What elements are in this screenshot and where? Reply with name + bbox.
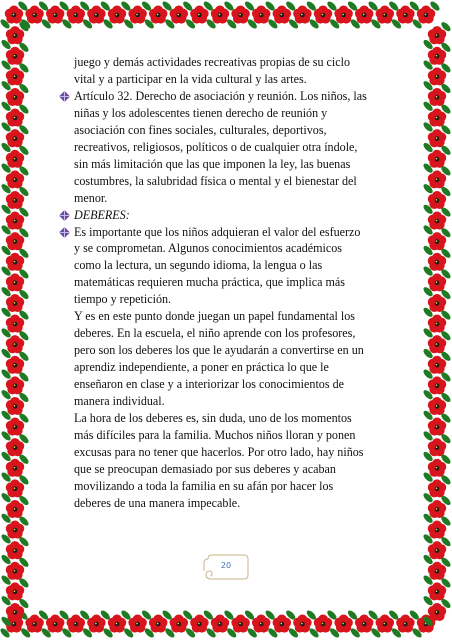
line-text: como la lectura, un segundo idioma, la lengua o las (74, 258, 323, 273)
line-text: DEBERES: (74, 207, 130, 222)
text-line (74, 325, 392, 342)
line-text: y se comprometan. Algunos conocimientos académicos (74, 241, 343, 256)
line-text: movilizando a toda la familia en su afán por hacer los (74, 478, 334, 493)
text-line (74, 190, 392, 207)
purple-diamond-bullet-icon (58, 90, 71, 103)
line-text: pero son los deberes los que le ayudarán a convertirse en un (74, 343, 364, 358)
line-text: Es importante que los niños adquieran el valor del esfuerzo (74, 224, 361, 239)
text-line (74, 410, 392, 427)
line-text: Y es en este punto donde juegan un papel fundamental los (74, 309, 355, 324)
line-text: La hora de los deberes es, sin duda, uno de los momentos (74, 411, 352, 426)
text-line (74, 495, 392, 512)
text-line (74, 139, 392, 156)
text-line (74, 156, 392, 173)
page-number-scroll (200, 553, 252, 583)
line-text: costumbres, la salubridad física o mental y el bienestar del (74, 173, 357, 188)
line-text: menor. (74, 190, 108, 205)
line-text: deberes de una manera impecable. (74, 495, 241, 510)
text-line (74, 393, 392, 410)
line-text: enseñaron en clase y a interiorizar los conocimientos de (74, 377, 344, 392)
page-number: 20 (220, 561, 232, 570)
line-text: deberes. En la escuela, el niño aprende con los profesores, (74, 326, 356, 341)
line-text: niñas y los adolescentes tienen derecho de reunión y (74, 105, 328, 120)
line-text: sin más limitación que las que imponen la ley, las buenas (74, 156, 351, 171)
line-text: que se preocupan demasiado por sus deberes y acaban (74, 461, 336, 476)
line-text: recreativos, religiosos, políticos o de cualquier otra índole, (74, 139, 358, 154)
bullet-line (74, 207, 392, 224)
text-line (74, 274, 392, 291)
line-text: Artículo 32. Derecho de asociación y reunión. Los niños, las (74, 88, 367, 103)
line-text: vital y a participar en la vida cultural y las artes. (74, 71, 307, 86)
text-line (74, 478, 392, 495)
text-line (74, 173, 392, 190)
text-line (74, 461, 392, 478)
line-text: tiempo y repetición. (74, 292, 172, 307)
purple-diamond-bullet-icon (58, 226, 71, 239)
text-line (74, 240, 392, 257)
line-text: excusas para no tener que hacerlos. Por otro lado, hay niños (74, 444, 364, 459)
purple-diamond-bullet-icon (58, 209, 71, 222)
text-line (74, 257, 392, 274)
text-line (74, 105, 392, 122)
line-text: manera individual. (74, 394, 165, 409)
text-line (74, 54, 392, 71)
bullet-line (74, 224, 392, 241)
line-text: aprendiz independiente, a poner en práctica lo que le (74, 360, 329, 375)
text-line (74, 308, 392, 325)
text-line (74, 444, 392, 461)
text-line (74, 291, 392, 308)
text-line (74, 376, 392, 393)
text-line (74, 427, 392, 444)
text-line (74, 122, 392, 139)
bullet-line (74, 88, 392, 105)
text-line (74, 359, 392, 376)
line-text: juego y demás actividades recreativas propias de su ciclo (74, 55, 351, 69)
line-text: matemáticas requieren mucha práctica, que implica más (74, 275, 345, 290)
text-line (74, 342, 392, 359)
document-body (74, 54, 392, 512)
text-line (74, 71, 392, 88)
line-text: asociación con fines sociales, culturales, deportivos, (74, 122, 327, 137)
line-text: más difíciles para la familia. Muchos niños lloran y ponen (74, 427, 356, 442)
